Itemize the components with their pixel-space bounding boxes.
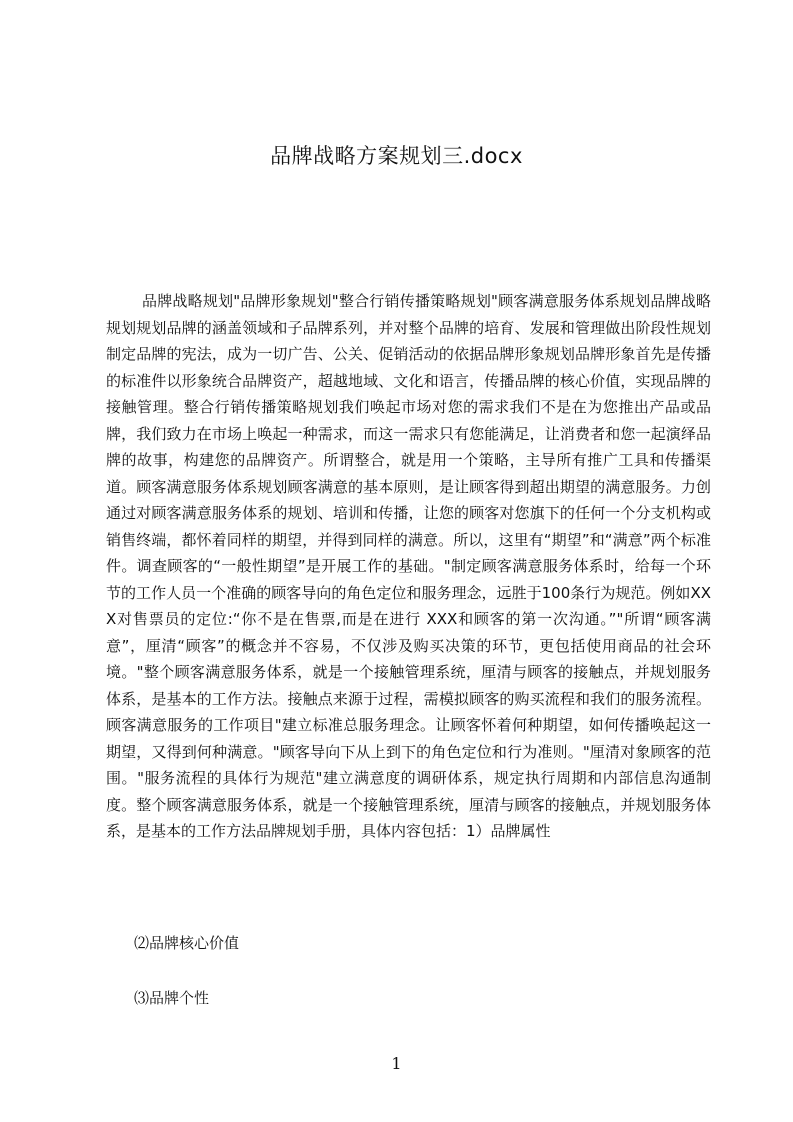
page-number: 1 — [391, 1054, 402, 1073]
document-title: 品牌战略方案规划三.docx — [270, 144, 523, 168]
body-paragraph: 品牌战略规划"品牌形象规划"整合行销传播策略规划"顾客满意服务体系规划品牌战略规划规划品牌的涵盖领域和子品牌系列，并对整个品牌的培育、发展和管理做出阶段性规划制定品牌的宪法，成为一切广告、公关、促销活动的依据品牌形象规划品牌形象首先是传播的标准件以形象统合品牌资产，超越地域、文化和语言，传播品牌的核心价值，实现品牌的接触管理。整合行销传播策略规划我们唤起市场对您的需求我们不是在为您推出产品或品牌，我们致力在市场上唤起一种需求，而这一需求只有您能满足，让消费者和您一起演绎品牌的故事，构建您的品牌资产。所谓整合，就是用一个策略，主导所有推广工具和传播渠道。顾客满意服务体系规划顾客满意的基本原则，是让顾客得到超出期望的满意服务。力创通过对顾客满意服务体系的规划、培训和传播，让您的顾客对您旗下的任何一个分支机构或销售终端，都怀着同样的期望，并得到同样的满意。所以，这里有“期望”和“满意”两个标准件。调查顾客的“一般性期望”是开展工作的基础。"制定顾客满意服务体系时，给每一个环节的工作人员一个准确的顾客导向的角色定位和服务理念，远胜于100条行为规范。例如XXX对售票员的定位:“你不是在售票,而是在进行 XXX和顾客的第一次沟通。”"所谓“顾客满意”，厘清“顾客”的概念并不容易，不仅涉及购买决策的环节，更包括使用商品的社会环境。"整个顾客满意服务体系，就是一个接触管理系统，厘清与顾客的接触点，并规划服务体系，是基本的工作方法。接触点来源于过程，需模拟顾客的购买流程和我们的服务流程。顾客满意服务的工作项目"建立标准总服务理念。让顾客怀着何种期望，如何传播唤起这一期望，又得到何种满意。"顾客导向下从上到下的角色定位和行为准则。"厘清对象顾客的范围。"服务流程的具体行为规范"建立满意度的调研体系，规定执行周期和内部信息沟通制度。整个顾客满意服务体系，就是一个接触管理系统，厘清与顾客的接触点，并规划服务体系，是基本的工作方法品牌规划手册，具体内容包括：1）品牌属性 — [106, 292, 711, 840]
list-item-brand-personality: ⑶品牌个性 — [134, 989, 210, 1007]
list-item-brand-core-value: ⑵品牌核心价值 — [134, 934, 240, 952]
